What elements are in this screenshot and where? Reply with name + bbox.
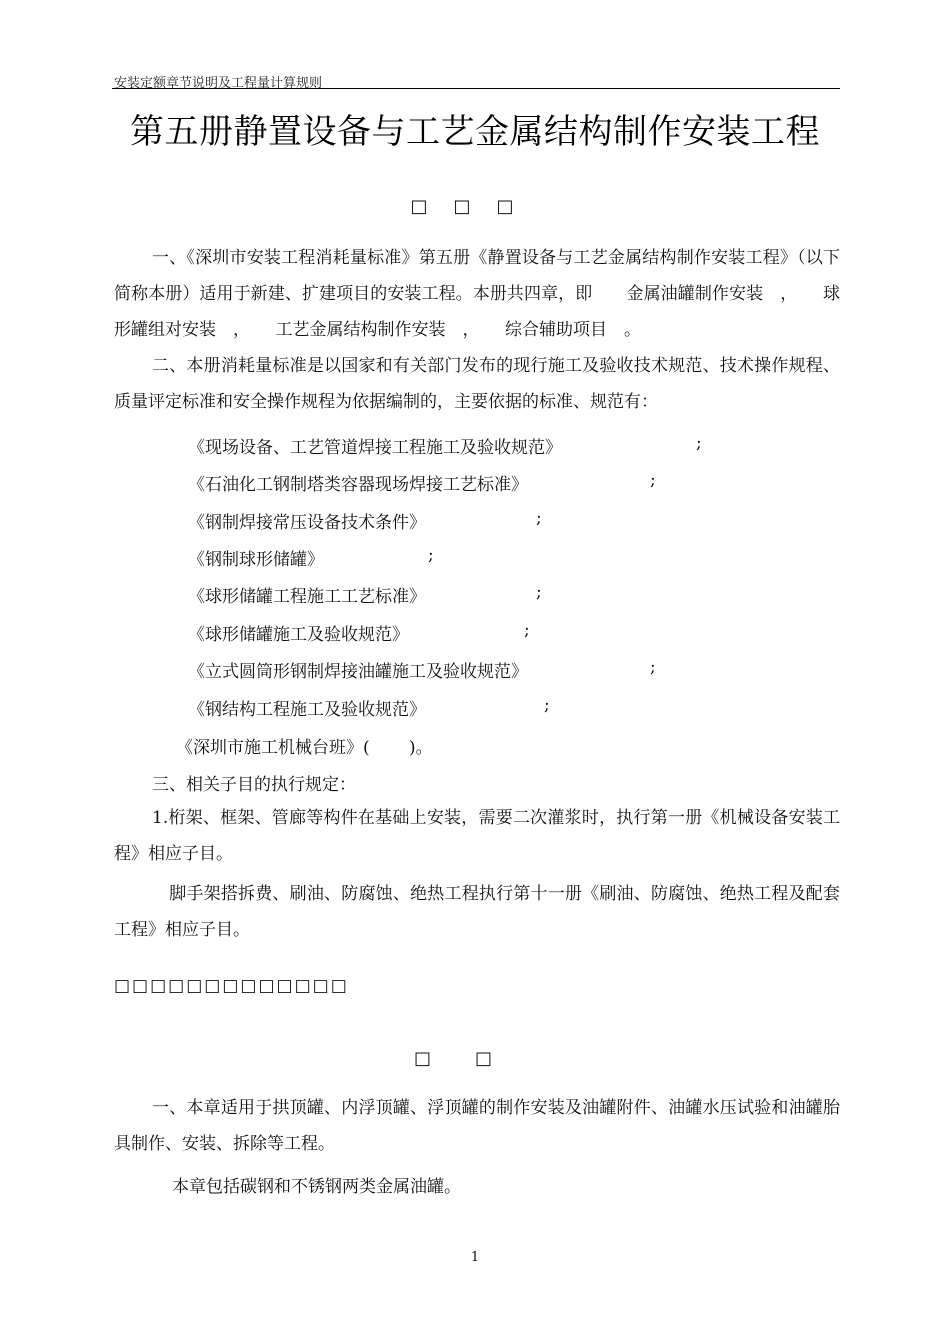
standard-item: 《钢结构工程施工及验收规范》 bbox=[188, 700, 426, 720]
standard-item: 《钢制焊接常压设备技术条件》 bbox=[188, 513, 426, 533]
standard-item: 《球形储罐工程施工工艺标准》 bbox=[188, 587, 426, 607]
list-separator: ; bbox=[650, 470, 656, 490]
list-separator: ; bbox=[536, 508, 542, 528]
standard-item: 《立式圆筒形钢制焊接油罐施工及验收规范》 bbox=[188, 662, 528, 682]
paragraph-basis: 二、本册消耗量标准是以国家和有关部门发布的现行施工及验收技术规范、技术操作规程、质量评定标准和安全操作规程为依据编制的，主要依据的标准、规范有： bbox=[114, 356, 840, 412]
list-separator: ; bbox=[650, 657, 656, 677]
page-title: 第五册静置设备与工艺金属结构制作安装工程 bbox=[130, 112, 820, 152]
machine-standard: 《深圳市施工机械台班》( )。 bbox=[176, 738, 433, 758]
standard-item: 《球形储罐施工及验收规范》 bbox=[188, 625, 409, 645]
paragraph-rules-heading: 三、相关子目的执行规定： bbox=[152, 775, 356, 795]
standard-item: 《石油化工钢制塔类容器现场焊接工艺标准》 bbox=[188, 475, 528, 495]
list-separator: ; bbox=[428, 545, 434, 565]
standard-item: 《现场设备、工艺管道焊接工程施工及验收规范》 bbox=[188, 438, 562, 458]
list-separator: ; bbox=[536, 582, 542, 602]
list-separator: ; bbox=[696, 433, 702, 453]
paragraph-rule-2: 脚手架搭拆费、刷油、防腐蚀、绝热工程执行第十一册《刷油、防腐蚀、绝热工程及配套工程》相应子目。 bbox=[114, 884, 840, 940]
running-header: 安装定额章节说明及工程量计算规则 bbox=[114, 76, 323, 91]
header-rule bbox=[112, 88, 840, 89]
list-separator: ; bbox=[544, 695, 550, 715]
paragraph-chapter-scope: 一、本章适用于拱顶罐、内浮顶罐、浮顶罐的制作安装及油罐附件、油罐水压试验和油罐胎具制作、安装、拆除等工程。 bbox=[114, 1098, 840, 1154]
paragraph-chapter-content: 本章包括碳钢和不锈钢两类金属油罐。 bbox=[172, 1177, 461, 1197]
page-number: 1 bbox=[470, 1250, 480, 1265]
section-heading-placeholder: □□ bbox=[413, 1048, 536, 1069]
paragraph-rule-1: 1.桁架、框架、管廊等构件在基础上安装，需要二次灌浆时，执行第一册《机械设备安装工程》相应子目。 bbox=[114, 808, 840, 864]
paragraph-scope: 一、《深圳市安装工程消耗量标准》第五册《静置设备与工艺金属结构制作安装工程》（以下简称本册）适用于新建、扩建项目的安装工程。本册共四章，即 金属油罐制作安装 ， 球形罐组对安装 ， 工艺金属结构制作安装 ， 综合辅助项目 。 bbox=[114, 248, 840, 340]
section-heading-placeholder: □□□ bbox=[410, 196, 540, 217]
standard-item: 《钢制球形储罐》 bbox=[188, 550, 324, 570]
chapter-heading-placeholder: □□□□□□□□□□□□□ bbox=[114, 976, 349, 996]
list-separator: ; bbox=[524, 620, 530, 640]
